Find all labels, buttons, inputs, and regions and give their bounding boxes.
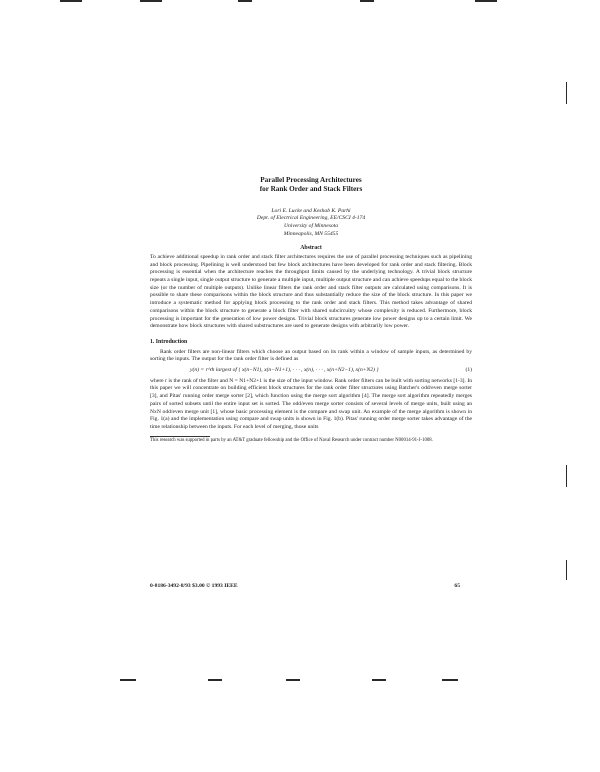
- intro-paragraph-2: where r is the rank of the filter and N = N1+N2+1 is the size of the input window. Rank order filters can be built with sorting networks [1-3]. In this paper we will concentrate on building efficient block structures for the rank order filter structures using Batcher's odd/even merge sorter [3], and Pitas' running order merge sorter [2], which function using the merge sort algorithm [4]. The merge sort algorithm repeatedly merges pairs of sorted subsets until the entire input set is sorted. The odd/even merge sorter consists of several levels of merge units, built using an NxN odd/even merge unit [1], whose basic processing element is the compare and swap unit. An example of the merge algorithm is shown in Fig. 1(a) and the implementation using compare and swap units is shown in Fig. 1(b). Pitas' running order merge sorter takes advantage of the time relationship between the inputs. For each level of merging, those units: [150, 377, 472, 430]
- scan-mark-bottom-1: [120, 679, 136, 681]
- affiliation-dept: Dept. of Electrical Engineering, EE/CSCI 4-174: [256, 215, 366, 222]
- scan-mark-top-2: [140, 0, 162, 2]
- scan-mark-top-4: [360, 0, 374, 2]
- scan-mark-bottom-4: [372, 679, 386, 681]
- page-footer: [150, 583, 460, 589]
- equation-body: y(n) = r^th largest of { x(n−N1), x(n−N1+1), · · · , x(n), · · · , x(n+N2−1), x(n+N2) }: [190, 367, 379, 374]
- author-block: [150, 208, 472, 238]
- copyright-line: 0-8186-3492-8/93 $3.00 © 1993 IEEE: [150, 583, 238, 589]
- scan-mark-bottom-2: [208, 679, 222, 681]
- scan-mark-right-2: [566, 465, 567, 487]
- scan-mark-top-1: [60, 0, 82, 2]
- scan-mark-top-3: [238, 0, 252, 2]
- affiliation-city: Minneapolis, MN 55455: [283, 230, 339, 237]
- scan-mark-right-3: [566, 560, 567, 580]
- intro-paragraph-1: Rank order filters are non-linear filters which choose an output based on its rank within a window of sample inputs, as determined by sorting the inputs. The output for the rank order filter is defined as: [150, 348, 472, 363]
- title-line-1: Parallel Processing Architectures: [260, 176, 362, 184]
- footnote-rule: [150, 436, 210, 437]
- title-line-2: for Rank Order and Stack Filters: [259, 185, 363, 194]
- equation-number: (1): [465, 367, 472, 374]
- section-heading-introduction: 1. Introduction: [150, 338, 188, 345]
- affiliation-univ: University of Minnesota: [283, 223, 339, 229]
- scan-mark-bottom-3: [286, 679, 300, 681]
- page-number: 65: [454, 583, 460, 589]
- footnote: This research was supported in parts by an AT&T graduate fellowship and the Office of Naval Research under contract number N00014-91-J-1008.: [150, 437, 433, 443]
- scan-mark-right-1: [566, 82, 567, 104]
- paper-page: [150, 176, 472, 444]
- abstract-text: To achieve additional speedup in rank order and stack filter architectures requires the use of parallel processing techniques such as pipelining and block processing. Pipelining is well understood but few block architectures have been developed for rank order and stack filtering. Block processing is essential when the architecture reaches the throughput limits caused by the underlying technology. A trivial block structure repeats a single input, single output structure to generate a multiple input, multiple output structure and can achieve speedups equal to the block size (or the number of multiple outputs). Unlike linear filters the rank order and stack filter outputs are calculated using comparisons. It is possible to share these comparisons within the block structure and thus substantially reduce the size of the block structure. In this paper we introduce a systematic method for applying block processing to the rank order and stack filters. This method takes advantage of shared comparisons within the block structure to generate a block filter with shared subcircuitry whose complexity is reduced. Furthermore, block processing is important for the generation of low power designs. Trivial block structures generate low power designs up to a certain limit. We demonstrate how block structures with shared substructures are used to generate designs with arbitrarily low power.: [150, 253, 472, 330]
- equation-1: [150, 364, 472, 378]
- scan-mark-top-5: [475, 0, 497, 2]
- author-names: Lori E. Lucke and Keshab K. Parhi: [271, 207, 351, 214]
- abstract-heading: Abstract: [300, 245, 322, 252]
- paper-title: [150, 176, 472, 195]
- scan-mark-bottom-5: [442, 679, 458, 681]
